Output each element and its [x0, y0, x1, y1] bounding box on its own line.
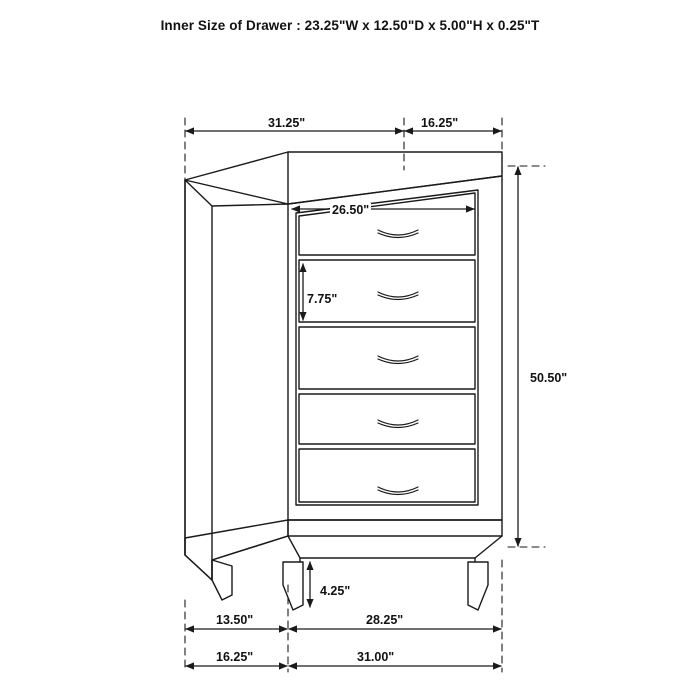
dimension-label-drawer-face-width: 26.50" [332, 203, 370, 217]
front-case [288, 176, 502, 520]
dimension-label-top-side-depth: 16.25" [421, 116, 459, 130]
leg-front-left [283, 562, 303, 610]
dimension-label-overall-height: 50.50" [530, 371, 568, 385]
drawer-pulls [378, 230, 418, 495]
base-rail [288, 520, 502, 536]
page-title: Inner Size of Drawer : 23.25"W x 12.50"D x 5.00"H x 0.25"T [160, 18, 540, 33]
drawer-front-1 [299, 193, 475, 255]
dimension-label-base-front-width: 28.25" [366, 613, 404, 627]
dimension-label-drawer-face-height: 7.75" [307, 292, 338, 306]
leg-front-right [468, 562, 488, 610]
dimension-label-overall-side-depth: 16.25" [216, 650, 254, 664]
dimension-label-top-front-width: 31.25" [268, 116, 306, 130]
drawer-front-2 [299, 260, 475, 322]
dimension-label-overall-front-width: 31.00" [357, 650, 395, 664]
base-side [185, 520, 288, 580]
drawer-front-5 [299, 449, 475, 502]
drawer-front-4 [299, 394, 475, 444]
front-frame-inner [296, 190, 478, 505]
drawer-front-3 [299, 327, 475, 389]
leg-back-left [212, 560, 232, 600]
dimension-label-base-side-depth: 13.50" [216, 613, 254, 627]
dimension-label-leg-height: 4.25" [320, 584, 351, 598]
skirt [288, 536, 502, 558]
extension-lines [185, 118, 545, 672]
left-side-panel [185, 180, 212, 580]
